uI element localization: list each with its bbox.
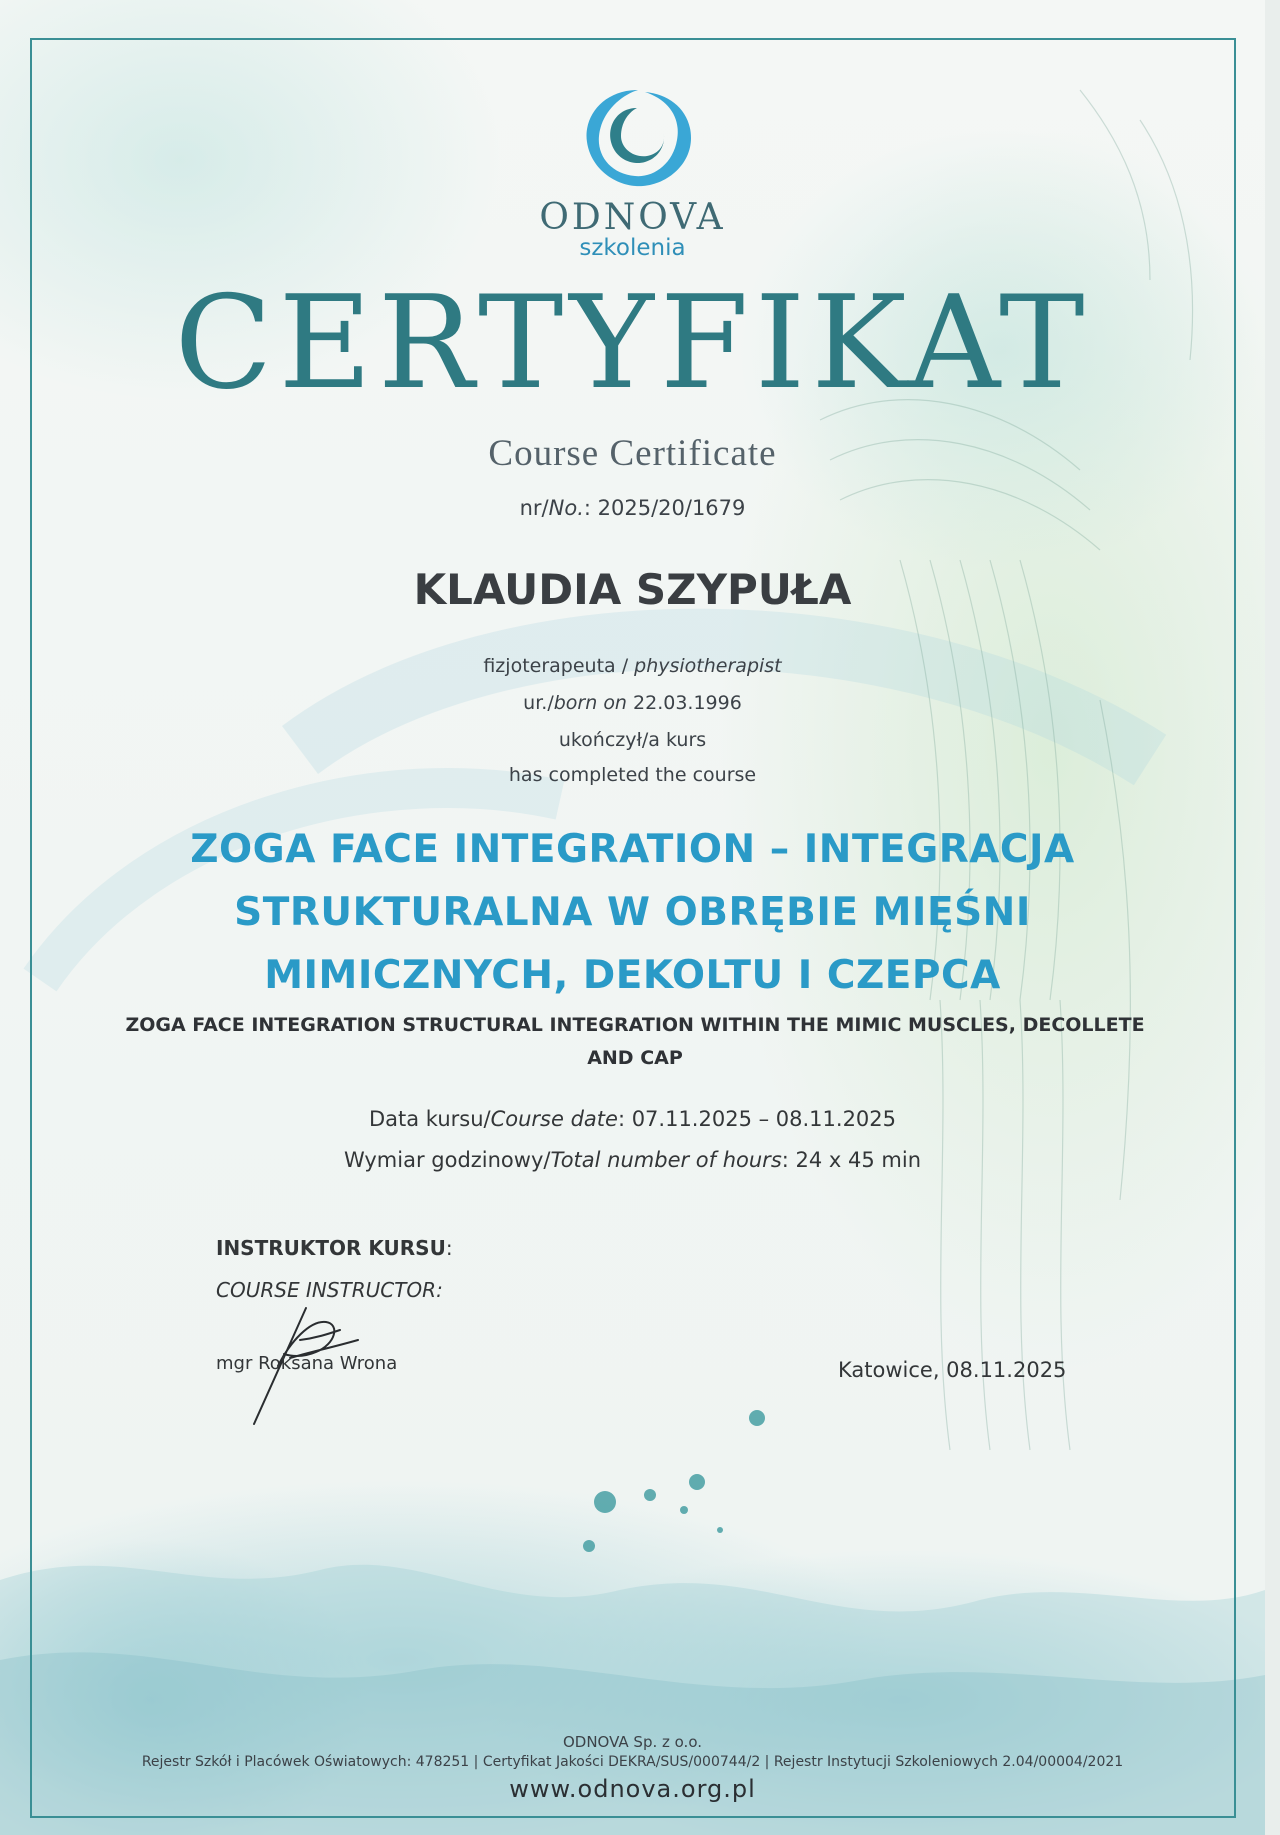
instructor-name: mgr Roksana Wrona xyxy=(216,1353,398,1374)
recipient-name: KLAUDIA SZYPUŁA xyxy=(413,565,852,614)
completed-pl: ukończył/a kurs xyxy=(558,729,707,751)
born-label-pl: ur./ xyxy=(523,692,554,714)
brand-subtitle: szkolenia xyxy=(579,235,686,261)
footer-company: ODNOVA Sp. z o.o. xyxy=(562,1733,703,1751)
hours-label-pl: Wymiar godzinowy/ xyxy=(343,1148,551,1172)
brand-name: ODNOVA xyxy=(539,197,726,238)
course-title-en: ZOGA FACE INTEGRATION STRUCTURAL INTEGRATION WITHIN THE MIMIC MUSCLES, DECOLLETE AND CAP xyxy=(125,1014,1145,1069)
number-value: : 2025/20/1679 xyxy=(583,496,746,520)
born-label-en: born on xyxy=(553,692,627,714)
course-title-pl: ZOGA FACE INTEGRATION – INTEGRACJA STRUKTURALNA W OBRĘBIE MIĘŚNI MIMICZNYCH, DEKOLTU I CZEPCA xyxy=(190,827,1075,998)
hours-label-en: Total number of hours xyxy=(550,1148,782,1172)
completed-en: has completed the course xyxy=(508,764,757,786)
certificate-subtitle: Course Certificate xyxy=(488,433,777,474)
profession-pl: fizjoterapeuta / xyxy=(483,655,635,677)
certificate-number xyxy=(0,496,1265,520)
footer-website: www.odnova.org.pl xyxy=(509,1775,756,1803)
place-date: Katowice, 08.11.2025 xyxy=(838,1358,1067,1382)
profession-en: physiotherapist xyxy=(634,655,782,677)
certificate-title: CERTYFIKAT xyxy=(174,269,1091,418)
number-label-en: No. xyxy=(548,496,584,520)
odnova-ring-logo-icon xyxy=(573,82,703,194)
footer-registry: Rejestr Szkół i Placówek Oświatowych: 478251 | Certyfikat Jakości DEKRA/SUS/000744/2 | Rejestr Instytucji Szkoleniowych 2.04/00004/2021 xyxy=(141,1754,1124,1770)
number-label-pl: nr/ xyxy=(519,496,549,520)
recipient-birth xyxy=(0,692,1265,714)
date-label-en: Course date xyxy=(490,1107,618,1131)
date-value: : 07.11.2025 – 08.11.2025 xyxy=(617,1107,897,1131)
course-date xyxy=(0,1107,1265,1131)
born-date: 22.03.1996 xyxy=(626,692,742,714)
hours-value: : 24 x 45 min xyxy=(781,1148,922,1172)
recipient-profession xyxy=(0,655,1265,677)
instructor-label-en: COURSE INSTRUCTOR: xyxy=(216,1278,443,1302)
date-label-pl: Data kursu/ xyxy=(368,1107,491,1131)
course-hours xyxy=(0,1148,1265,1172)
instructor-label-pl: INSTRUKTOR KURSU: xyxy=(216,1236,453,1260)
